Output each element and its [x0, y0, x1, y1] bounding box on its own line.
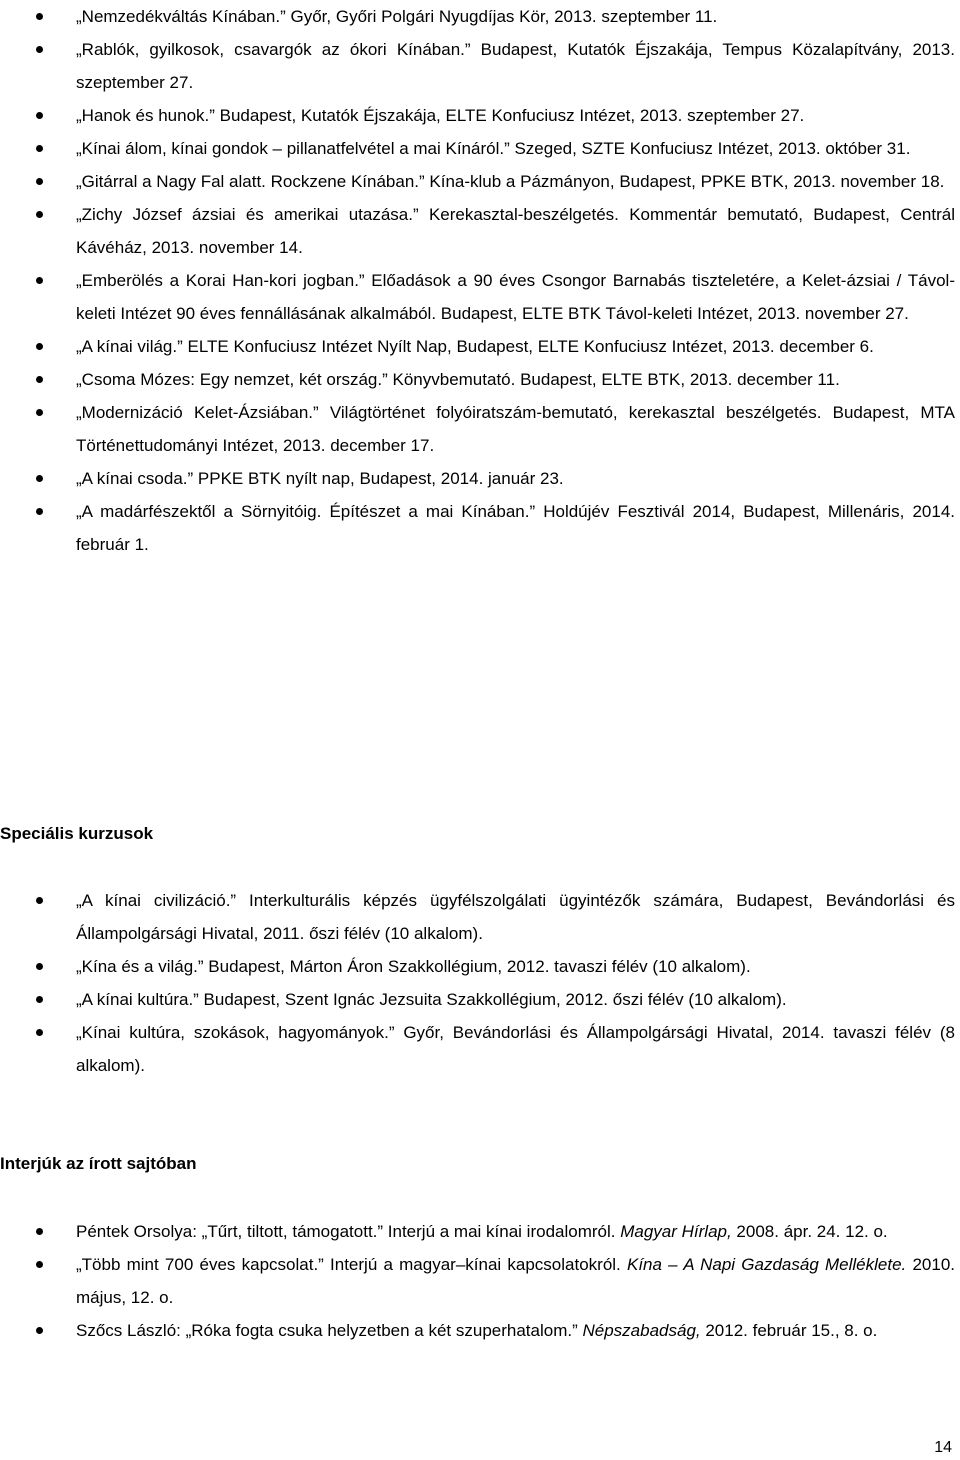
- list-item: „A kínai kultúra.” Budapest, Szent Ignác Jezsuita Szakkollégium, 2012. őszi félév (10 alkalom).: [0, 983, 955, 1016]
- list-item: [0, 1314, 955, 1347]
- interview-details: 2010. május, 12. o.: [76, 1255, 955, 1307]
- list-item: [0, 1215, 955, 1248]
- list-item: „Rablók, gyilkosok, csavargók az ókori Kínában.” Budapest, Kutatók Éjszakája, Tempus Közalapítvány, 2013. szeptember 27.: [0, 33, 955, 99]
- section-heading-interviews: Interjúk az írott sajtóban: [0, 1154, 197, 1173]
- list-item: „Zichy József ázsiai és amerikai utazása.” Kerekasztal-beszélgetés. Kommentár bemutató, Budapest, Centrál Kávéház, 2013. november 14.: [0, 198, 955, 264]
- list-item: „A kínai világ.” ELTE Konfuciusz Intézet Nyílt Nap, Budapest, ELTE Konfuciusz Intézet, 2013. december 6.: [0, 330, 955, 363]
- list-item: „Gitárral a Nagy Fal alatt. Rockzene Kínában.” Kína-klub a Pázmányon, Budapest, PPKE BTK, 2013. november 18.: [0, 165, 955, 198]
- list-item: [0, 1248, 955, 1314]
- page-number: 14: [934, 1439, 952, 1456]
- list-item: „A kínai civilizáció.” Interkulturális képzés ügyfélszolgálati ügyintézők számára, Budapest, Bevándorlási és Állampolgársági Hivatal, 2011. őszi félév (10 alkalom).: [0, 884, 955, 950]
- list-item: „Csoma Mózes: Egy nemzet, két ország.” Könyvbemutató. Budapest, ELTE BTK, 2013. december 11.: [0, 363, 955, 396]
- list-item: „Kína és a világ.” Budapest, Márton Áron Szakkollégium, 2012. tavaszi félév (10 alkalom).: [0, 950, 955, 983]
- interview-details: 2008. ápr. 24. 12. o.: [731, 1222, 888, 1241]
- publication-title: Magyar Hírlap,: [620, 1222, 732, 1241]
- list-item: „Hanok és hunok.” Budapest, Kutatók Éjszakája, ELTE Konfuciusz Intézet, 2013. szeptember 27.: [0, 99, 955, 132]
- events-list: [0, 0, 955, 561]
- publication-title: Népszabadság,: [582, 1321, 701, 1340]
- list-item: „Nemzedékváltás Kínában.” Győr, Győri Polgári Nyugdíjas Kör, 2013. szeptember 11.: [0, 0, 955, 33]
- section-heading-courses: Speciális kurzusok: [0, 824, 154, 843]
- interview-details: 2012. február 15., 8. o.: [700, 1321, 878, 1340]
- list-item: „A kínai csoda.” PPKE BTK nyílt nap, Budapest, 2014. január 23.: [0, 462, 955, 495]
- list-item: „Kínai kultúra, szokások, hagyományok.” Győr, Bevándorlási és Állampolgársági Hivatal, 2014. tavaszi félév (8 alkalom).: [0, 1016, 955, 1082]
- interviews-list: [0, 1215, 955, 1347]
- interview-text: Péntek Orsolya: „Tűrt, tiltott, támogatott.” Interjú a mai kínai irodalomról.: [76, 1222, 621, 1241]
- list-item: „Kínai álom, kínai gondok – pillanatfelvétel a mai Kínáról.” Szeged, SZTE Konfuciusz Intézet, 2013. október 31.: [0, 132, 955, 165]
- list-item: „Modernizáció Kelet-Ázsiában.” Világtörténet folyóiratszám-bemutató, kerekasztal beszélgetés. Budapest, MTA Történettudományi Intézet, 2013. december 17.: [0, 396, 955, 462]
- interview-text: „Több mint 700 éves kapcsolat.” Interjú a magyar–kínai kapcsolatokról.: [76, 1255, 627, 1274]
- list-item: „Emberölés a Korai Han-kori jogban.” Előadások a 90 éves Csongor Barnabás tiszteletére, a Kelet-ázsiai / Távol-keleti Intézet 90 éves fennállásának alkalmából. Budapest, ELTE BTK Távol-keleti Intézet, 2013. november 27.: [0, 264, 955, 330]
- courses-list: [0, 884, 955, 1082]
- interview-text: Szőcs László: „Róka fogta csuka helyzetben a két szuperhatalom.”: [76, 1321, 583, 1340]
- publication-title: Kína – A Napi Gazdaság Melléklete.: [627, 1255, 907, 1274]
- list-item: „A madárfészektől a Sörnyitóig. Építészet a mai Kínában.” Holdújév Fesztivál 2014, Budapest, Millenáris, 2014. február 1.: [0, 495, 955, 561]
